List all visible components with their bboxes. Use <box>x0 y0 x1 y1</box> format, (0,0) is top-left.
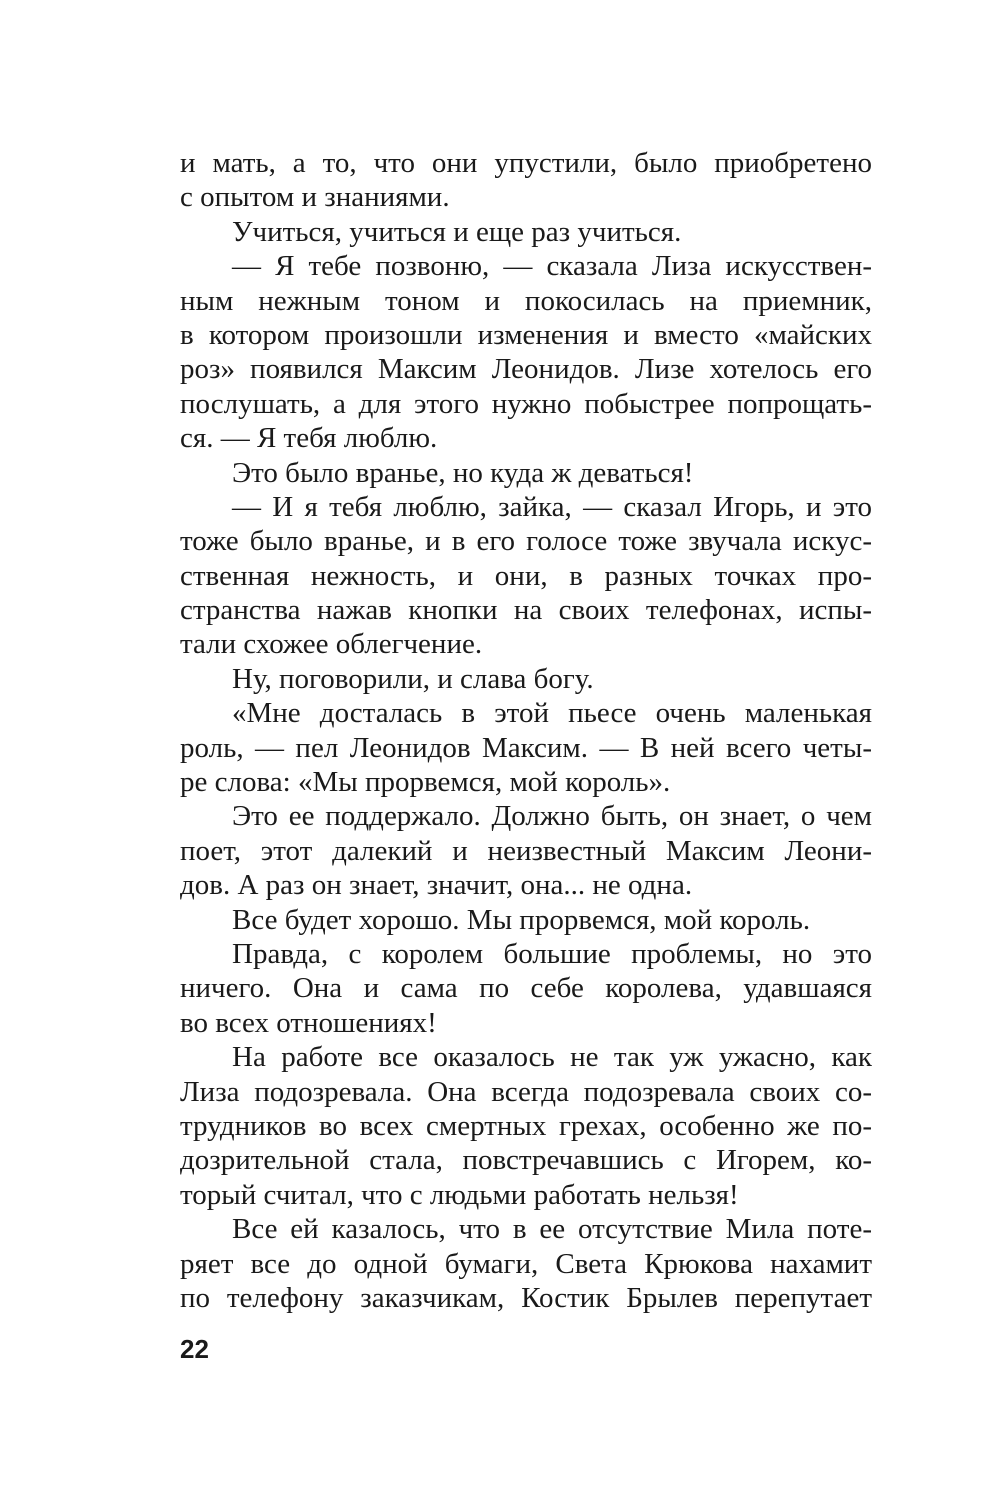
text-line: На работе все оказалось не так уж ужасно, как <box>232 1041 872 1074</box>
text-line: ся. — Я тебя люблю. <box>180 422 438 455</box>
text-line: с опытом и знаниями. <box>180 181 450 214</box>
text-line: «Мне досталась в этой пьесе очень маленькая <box>232 697 872 730</box>
text-line: торый считал, что с людьми работать нельзя! <box>180 1178 739 1211</box>
text-line: странства нажав кнопки на своих телефонах, испы- <box>180 594 872 627</box>
text-line: Правда, с королем большие проблемы, но это <box>232 937 872 970</box>
text-line: ряет все до одной бумаги, Света Крюкова нахамит <box>180 1247 872 1280</box>
text-line: Ну, поговорили, и слава богу. <box>232 662 594 695</box>
text-line: Все будет хорошо. Мы прорвемся, мой король. <box>232 903 811 936</box>
text-line: — И я тебя люблю, зайка, — сказал Игорь, и это <box>232 490 872 523</box>
text-line: в котором произошли изменения и вместо «майских <box>180 318 872 351</box>
body-text <box>180 146 872 1315</box>
text-line: тоже было вранье, и в его голосе тоже звучала искус- <box>180 525 872 558</box>
text-line: Это было вранье, но куда ж деваться! <box>232 456 694 489</box>
text-line: ственная нежность, и они, в разных точках про- <box>180 559 872 592</box>
text-line: поет, этот далекий и неизвестный Максим Леони- <box>180 834 872 867</box>
text-line: — Я тебе позвоню, — сказала Лиза искусствен- <box>232 250 872 283</box>
page-number: 22 <box>180 1334 209 1364</box>
text-line: Это ее поддержало. Должно быть, он знает, о чем <box>232 800 872 833</box>
text-line: и мать, а то, что они упустили, было приобретено <box>180 147 872 179</box>
text-line: ре слова: «Мы прорвемся, мой король». <box>180 766 671 799</box>
text-line: дозрительной стала, повстречавшись с Игорем, ко- <box>180 1144 872 1177</box>
text-line: во всех отношениях! <box>180 1006 437 1039</box>
text-line: ничего. Она и сама по себе королева, удавшаяся <box>180 972 872 1005</box>
text-line: Учиться, учиться и еще раз учиться. <box>232 215 682 248</box>
text-line: трудников во всех смертных грехах, особенно же по- <box>180 1109 872 1142</box>
text-line: дов. А раз он знает, значит, она... не одна. <box>180 869 693 902</box>
text-line: роль, — пел Леонидов Максим. — В ней всего четы- <box>180 731 872 764</box>
text-line: по телефону заказчикам, Костик Брылев перепутает <box>180 1281 872 1314</box>
text-line: тали схожее облегчение. <box>180 628 483 661</box>
text-line: Все ей казалось, что в ее отсутствие Мила поте- <box>232 1213 872 1246</box>
text-line: Лиза подозревала. Она всегда подозревала своих со- <box>180 1075 872 1108</box>
text-line: ным нежным тоном и покосилась на приемник, <box>180 284 872 317</box>
text-line: роз» появился Максим Леонидов. Лизе хотелось его <box>180 353 872 386</box>
text-line: послушать, а для этого нужно побыстрее попрощать- <box>180 387 872 420</box>
